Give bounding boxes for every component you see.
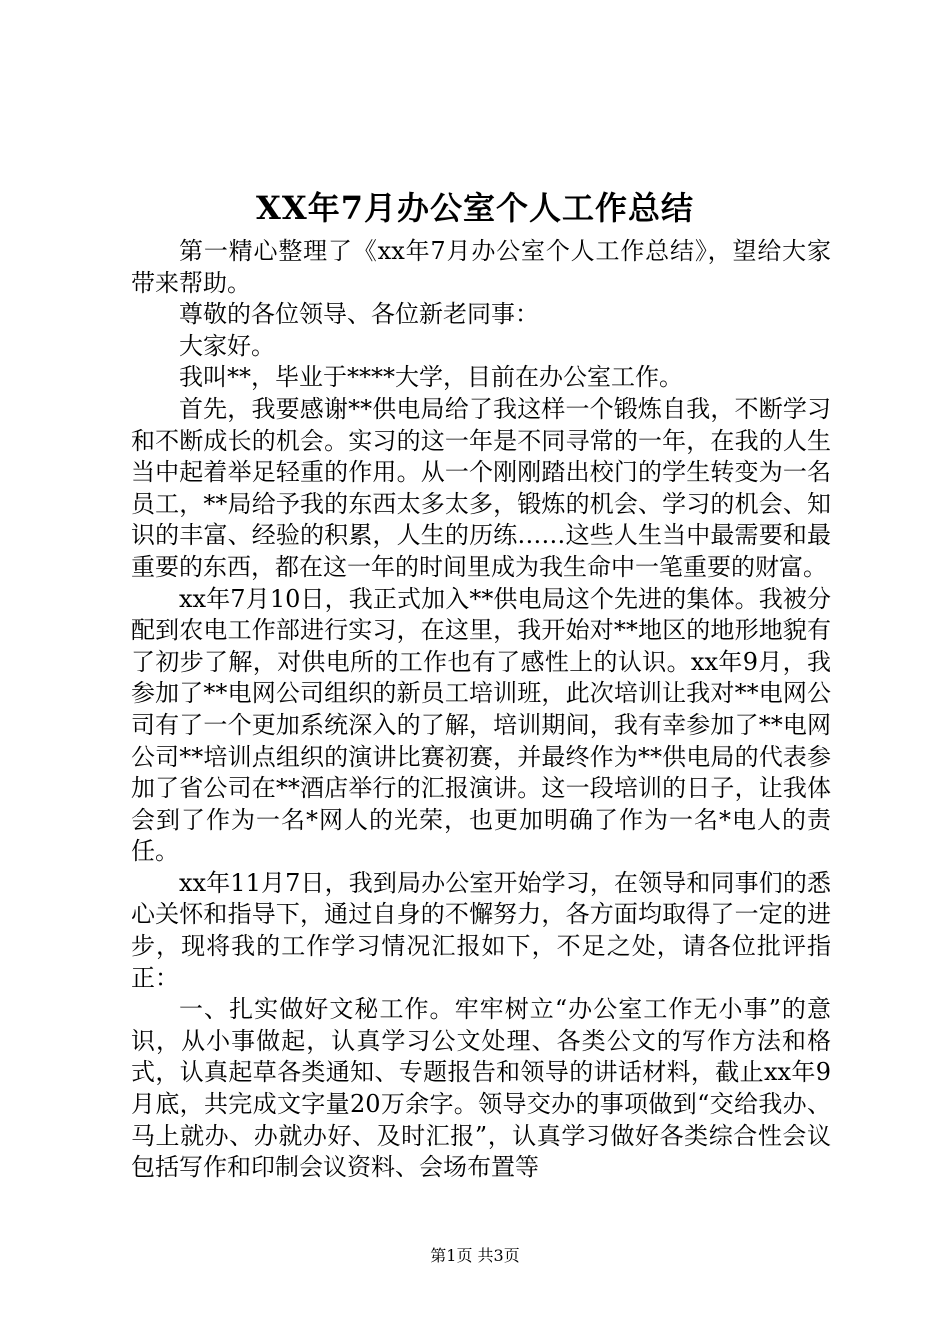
paragraph-office-start: xx年11月7日，我到局办公室开始学习，在领导和同事们的悉心关怀和指导下，通过自身的不懈努力，各方面均取得了一定的进步，现将我的工作学习情况汇报如下，不足之处，请各位批评指正：: [131, 868, 831, 992]
paragraph-secretarial-work: 一、扎实做好文秘工作。牢牢树立“办公室工作无小事”的意识，从小事做起，认真学习公文处理、各类公文的写作方法和格式，认真起草各类通知、专题报告和领导的讲话材料，截止xx年9月底，共完成文字量20万余字。领导交办的事项做到“交给我办、马上就办、办就办好、及时汇报”，认真学习做好各类综合性会议包括写作和印制会议资料、会场布置等: [131, 995, 831, 1182]
page-footer: 第1页 共3页: [430, 1246, 520, 1265]
paragraph-gratitude: 首先，我要感谢**供电局给了我这样一个锻炼自我，不断学习和不断成长的机会。实习的这一年是不同寻常的一年，在我的人生当中起着举足轻重的作用。从一个刚刚踏出校门的学生转变为一名员工，**局给予我的东西太多太多，锻炼的机会、学习的机会、知识的丰富、经验的积累，人生的历练……这些人生当中最需要和最重要的东西，都在这一年的时间里成为我生命中一笔重要的财富。: [131, 394, 831, 581]
paragraph-joining: xx年7月10日，我正式加入**供电局这个先进的集体。我被分配到农电工作部进行实习，在这里，我开始对**地区的地形地貌有了初步了解，对供电所的工作也有了感性上的认识。xx年9月，我参加了**电网公司组织的新员工培训班，此次培训让我对**电网公司有了一个更加系统深入的了解，培训期间，我有幸参加了**电网公司**培训点组织的演讲比赛初赛，并最终作为**供电局的代表参加了省公司在**酒店举行的汇报演讲。这一段培训的日子，让我体会到了作为一名*网人的光荣，也更加明确了作为一名*电人的责任。: [131, 584, 831, 866]
paragraph-intro: 第一精心整理了《xx年7月办公室个人工作总结》，望给大家带来帮助。: [131, 237, 831, 297]
paragraph-salutation: 尊敬的各位领导、各位新老同事：: [179, 300, 539, 329]
document-title: XX年7月办公室个人工作总结: [256, 189, 694, 227]
paragraph-self-introduction: 我叫**，毕业于****大学，目前在办公室工作。: [179, 363, 683, 392]
document-body: [131, 236, 831, 1184]
paragraph-greeting: 大家好。: [179, 331, 275, 360]
